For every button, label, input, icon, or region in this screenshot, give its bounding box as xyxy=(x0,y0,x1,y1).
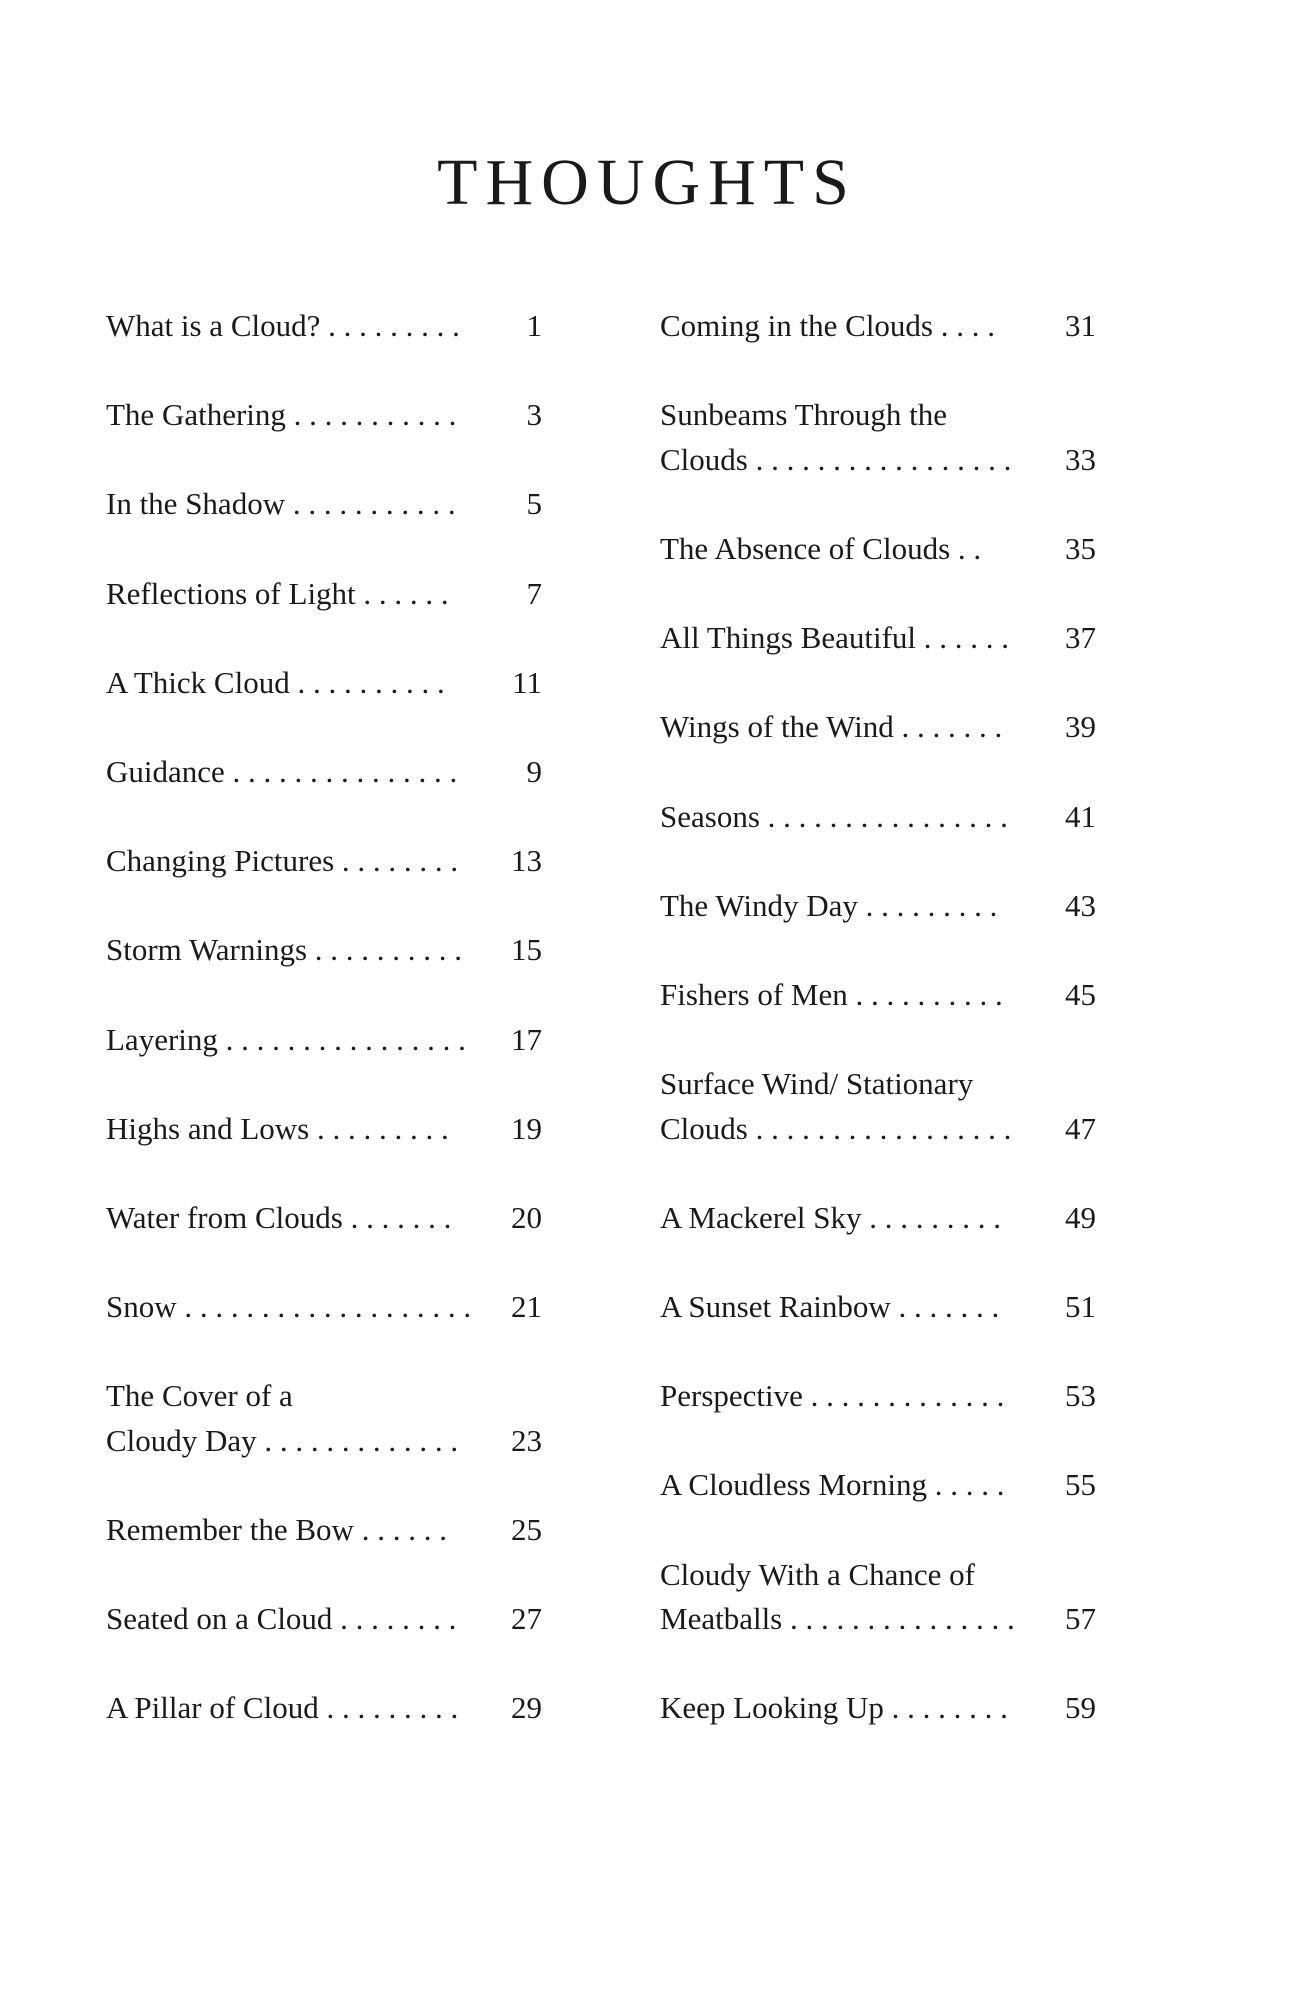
toc-entry-page: 9 xyxy=(526,753,542,789)
toc-entry-title: Storm Warnings . . . . . . . . . . xyxy=(106,932,463,968)
toc-entry[interactable] xyxy=(660,304,1100,349)
toc-entry[interactable] xyxy=(106,1686,546,1731)
toc-entry-page: 3 xyxy=(526,397,542,433)
toc-entry-page: 20 xyxy=(511,1199,542,1235)
toc-entry-title: Guidance . . . . . . . . . . . . . . . xyxy=(106,753,458,789)
toc-entry-page: 25 xyxy=(511,1512,542,1548)
toc-entry-title: A Mackerel Sky . . . . . . . . . xyxy=(660,1199,1001,1235)
toc-entry-page: 15 xyxy=(511,932,542,968)
toc-entry[interactable] xyxy=(660,393,1100,482)
toc-entry[interactable] xyxy=(106,304,546,349)
toc-entry[interactable] xyxy=(660,1463,1100,1508)
toc-entry-page: 13 xyxy=(511,843,542,879)
toc-entry[interactable] xyxy=(106,1597,546,1642)
toc-entry[interactable] xyxy=(660,527,1100,572)
toc-entry-title: Remember the Bow . . . . . . xyxy=(106,1512,447,1548)
toc-entry-page: 43 xyxy=(1065,887,1096,923)
toc-right-column xyxy=(660,304,1100,1776)
toc-entry-page: 29 xyxy=(511,1690,542,1726)
toc-entry-page: 35 xyxy=(1065,530,1096,566)
toc-entry-page: 33 xyxy=(1065,441,1096,477)
toc-entry-title: Seated on a Cloud . . . . . . . . xyxy=(106,1601,457,1637)
toc-entry[interactable] xyxy=(660,1553,1100,1642)
toc-entry-title: Sunbeams Through the Clouds . . . . . . . . . . . . . . . . . xyxy=(660,397,1012,477)
toc-entry-page: 27 xyxy=(511,1601,542,1637)
toc-entry-title: Cloudy With a Chance of Meatballs . . . . . . . . . . . . . . . xyxy=(660,1556,1015,1637)
toc-entry-page: 47 xyxy=(1065,1110,1096,1146)
toc-entry-title: Layering . . . . . . . . . . . . . . . . xyxy=(106,1021,466,1057)
toc-entry-title: In the Shadow . . . . . . . . . . . xyxy=(106,486,456,522)
toc-entry-title: A Pillar of Cloud . . . . . . . . . xyxy=(106,1690,459,1726)
toc-entry-page: 39 xyxy=(1065,709,1096,745)
toc-entry[interactable] xyxy=(106,661,546,706)
toc-entry[interactable] xyxy=(660,1686,1100,1731)
toc-entry[interactable] xyxy=(660,973,1100,1018)
toc-entry-title: Highs and Lows . . . . . . . . . xyxy=(106,1110,449,1146)
toc-entry-title: What is a Cloud? . . . . . . . . . xyxy=(106,308,460,343)
toc-entry[interactable] xyxy=(106,1018,546,1063)
toc-entry-page: 55 xyxy=(1065,1467,1096,1503)
toc-entry[interactable] xyxy=(106,928,546,973)
toc-entry-page: 45 xyxy=(1065,976,1096,1012)
toc-entry-page: 41 xyxy=(1065,798,1096,834)
toc-entry-page: 11 xyxy=(512,664,542,700)
toc-entry-page: 5 xyxy=(526,486,542,522)
toc-entry-title: The Cover of a Cloudy Day . . . . . . . . . . . . . xyxy=(106,1378,459,1458)
toc-entry-page: 57 xyxy=(1065,1601,1096,1637)
toc-entry[interactable] xyxy=(660,884,1100,929)
toc-entry[interactable] xyxy=(106,839,546,884)
toc-entry-title: Keep Looking Up . . . . . . . . xyxy=(660,1690,1008,1726)
toc-entry-title: The Windy Day . . . . . . . . . xyxy=(660,887,998,923)
toc-entry-page: 51 xyxy=(1065,1289,1096,1325)
toc-entry-page: 7 xyxy=(526,575,542,611)
toc-entry-title: Reflections of Light . . . . . . xyxy=(106,575,449,611)
toc-entry-title: Changing Pictures . . . . . . . . xyxy=(106,843,459,879)
toc-entry-title: The Absence of Clouds . . xyxy=(660,530,982,566)
toc-entry[interactable] xyxy=(660,1062,1100,1151)
toc-entry-page: 31 xyxy=(1065,308,1096,343)
toc-entry-title: All Things Beautiful . . . . . . xyxy=(660,620,1010,656)
toc-entry-title: Wings of the Wind . . . . . . . xyxy=(660,709,1003,745)
toc-entry-title: Snow . . . . . . . . . . . . . . . . . . . xyxy=(106,1289,472,1325)
toc-entry[interactable] xyxy=(106,572,546,617)
toc-entry[interactable] xyxy=(106,1508,546,1553)
toc-entry[interactable] xyxy=(106,1196,546,1241)
toc-entry-page: 37 xyxy=(1065,620,1096,656)
toc-entry-page: 1 xyxy=(526,308,542,343)
toc-entry-page: 49 xyxy=(1065,1199,1096,1235)
toc-entry[interactable] xyxy=(106,1107,546,1152)
toc-entry-title: The Gathering . . . . . . . . . . . xyxy=(106,397,457,433)
toc-entry[interactable] xyxy=(660,1196,1100,1241)
toc-entry[interactable] xyxy=(660,1374,1100,1419)
toc-entry-title: Fishers of Men . . . . . . . . . . xyxy=(660,976,1003,1012)
toc-entry-title: Perspective . . . . . . . . . . . . . xyxy=(660,1378,1005,1414)
toc-entry[interactable] xyxy=(660,795,1100,840)
toc-entry[interactable] xyxy=(106,482,546,527)
toc-entry[interactable] xyxy=(660,1285,1100,1330)
toc-entry[interactable] xyxy=(106,1285,546,1330)
toc-entry-page: 53 xyxy=(1065,1378,1096,1414)
toc-entry-page: 23 xyxy=(511,1422,542,1458)
toc-entry-title: Coming in the Clouds . . . . xyxy=(660,308,995,343)
toc-entry-title: Seasons . . . . . . . . . . . . . . . . xyxy=(660,798,1008,834)
toc-entry-title: A Cloudless Morning . . . . . xyxy=(660,1467,1005,1503)
toc-entry-page: 21 xyxy=(511,1289,542,1325)
toc-entry[interactable] xyxy=(106,750,546,795)
page-title: THOUGHTS xyxy=(437,146,857,219)
toc-entry-page: 17 xyxy=(511,1021,542,1057)
toc-entry-page: 19 xyxy=(511,1110,542,1146)
toc-entry-title: Surface Wind/ Stationary Clouds . . . . . . . . . . . . . . . . . xyxy=(660,1066,1012,1146)
toc-entry-page: 59 xyxy=(1065,1690,1096,1726)
toc-entry-title: Water from Clouds . . . . . . . xyxy=(106,1199,452,1235)
toc-entry[interactable] xyxy=(660,616,1100,661)
toc-entry[interactable] xyxy=(660,705,1100,750)
toc-entry-title: A Sunset Rainbow . . . . . . . xyxy=(660,1289,1000,1325)
toc-entry[interactable] xyxy=(106,1374,546,1463)
toc-left-column xyxy=(106,304,546,1776)
toc-entry[interactable] xyxy=(106,393,546,438)
toc-entry-title: A Thick Cloud . . . . . . . . . . xyxy=(106,664,445,700)
